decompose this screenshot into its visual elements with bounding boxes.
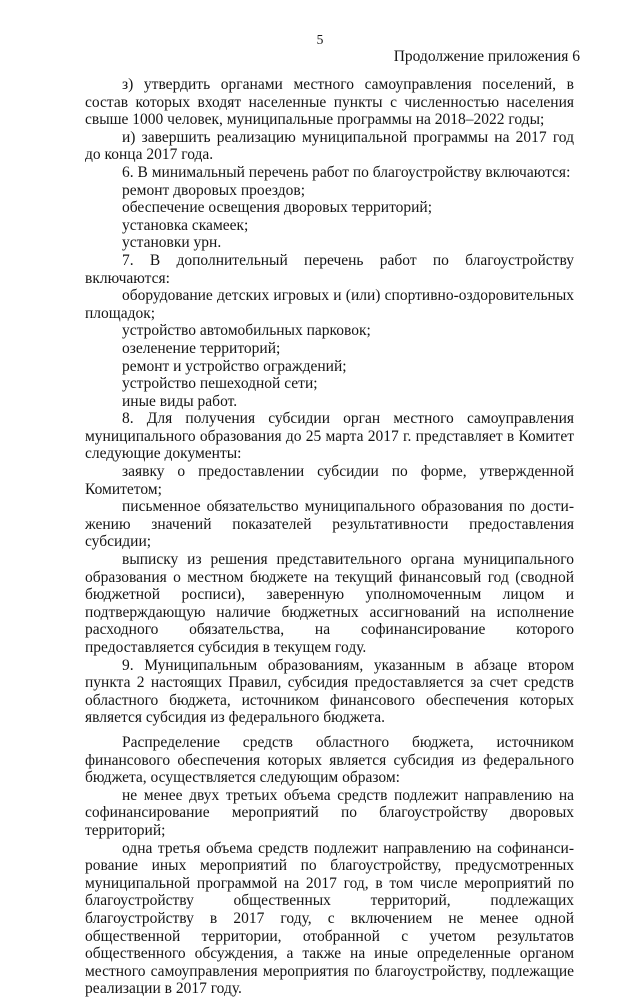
paragraph-i: и) завершить реализацию муниципальной программы на 2017 год до конца 2017 года. — [85, 128, 574, 164]
list-item: письменное обязательство муниципального образования по достижению значений показателей результативности предоставления субсидии; — [85, 498, 574, 551]
list-item: устройство пешеходной сети; — [122, 375, 318, 393]
page-number: 5 — [316, 32, 324, 47]
continuation-label: Продолжение приложения 6 — [393, 48, 580, 65]
list-item: ремонт дворовых проездов; — [122, 181, 305, 199]
list-item: заявку о предоставлении субсидии по форме, утвержденной Комитетом; — [85, 463, 574, 498]
list-item: озеленение территорий; — [122, 339, 281, 357]
list-item: установки урн. — [122, 234, 222, 252]
list-item: одна третья объема средств подлежит направлению на софинансирование иных мероприятий по благоустройству, предусмотренных муниципальной программой на 2017 год, в том числе мероприятий по благоустройству общественных территорий, подлежащих благоустройству в 2017 году, с включением не менее одной общественной территории, отобранной с учетом результатов общественного обсуждения, а также на иные определенные органом местного самоуправления мероприятия по благоустройству, подлежащие реализации в 2017 году. — [85, 839, 574, 998]
list-item: установка скамеек; — [122, 216, 249, 234]
list-item: обеспечение освещения дворовых территорий; — [122, 199, 433, 217]
document-body — [85, 76, 574, 998]
list-item: ремонт и устройство ограждений; — [122, 357, 347, 375]
list-item: не менее двух третьих объема средств подлежит направлению на софинансирование мероприятий по благоустройству дворовых территорий; — [85, 786, 574, 839]
paragraph-6: 6. В минимальный перечень работ по благоустройству включаются: — [122, 163, 571, 181]
paragraph-distribution: Распределение средств областного бюджета, источником финансового обеспечения которых является субсидия из федерального бюджета, осуществляется следующим образом: — [85, 733, 574, 787]
list-item: оборудование детских игровых и (или) спортивно-оздоровительных площадок; — [85, 287, 574, 322]
paragraph-7: 7. В дополнительный перечень работ по благоустройству включаются: — [85, 251, 574, 287]
paragraph-z: з) утвердить органами местного самоуправления поселений, в состав которых входят населенные пункты с численностью населения свыше 1000 человек, муниципальные программы на 2018–2022 годы; — [85, 76, 574, 129]
paragraph-9: 9. Муниципальным образованиям, указанным в абзаце втором пункта 2 настоящих Правил, субсидия предоставляется за счет средств областного бюджета, источником финансового обеспечения которых является субсидия из федерального бюджета. — [85, 656, 574, 727]
list-item: устройство автомобильных парковок; — [122, 322, 371, 340]
list-item: выписку из решения представительного органа муниципального образования о местном бюджете на текущий финансовый год (сводной бюджетной росписи), заверенную уполномоченным лицом и подтверждающую наличие бюджетных ассигнований на исполнение расходного обязательства, на софинансирование которого предоставляется субсидия в текущем году. — [85, 551, 574, 656]
list-item: иные виды работ. — [122, 392, 238, 410]
paragraph-8: 8. Для получения субсидии орган местного самоуправления муниципального образования до 25 марта 2017 г. представляет в Комитет следующие документы: — [85, 410, 574, 463]
